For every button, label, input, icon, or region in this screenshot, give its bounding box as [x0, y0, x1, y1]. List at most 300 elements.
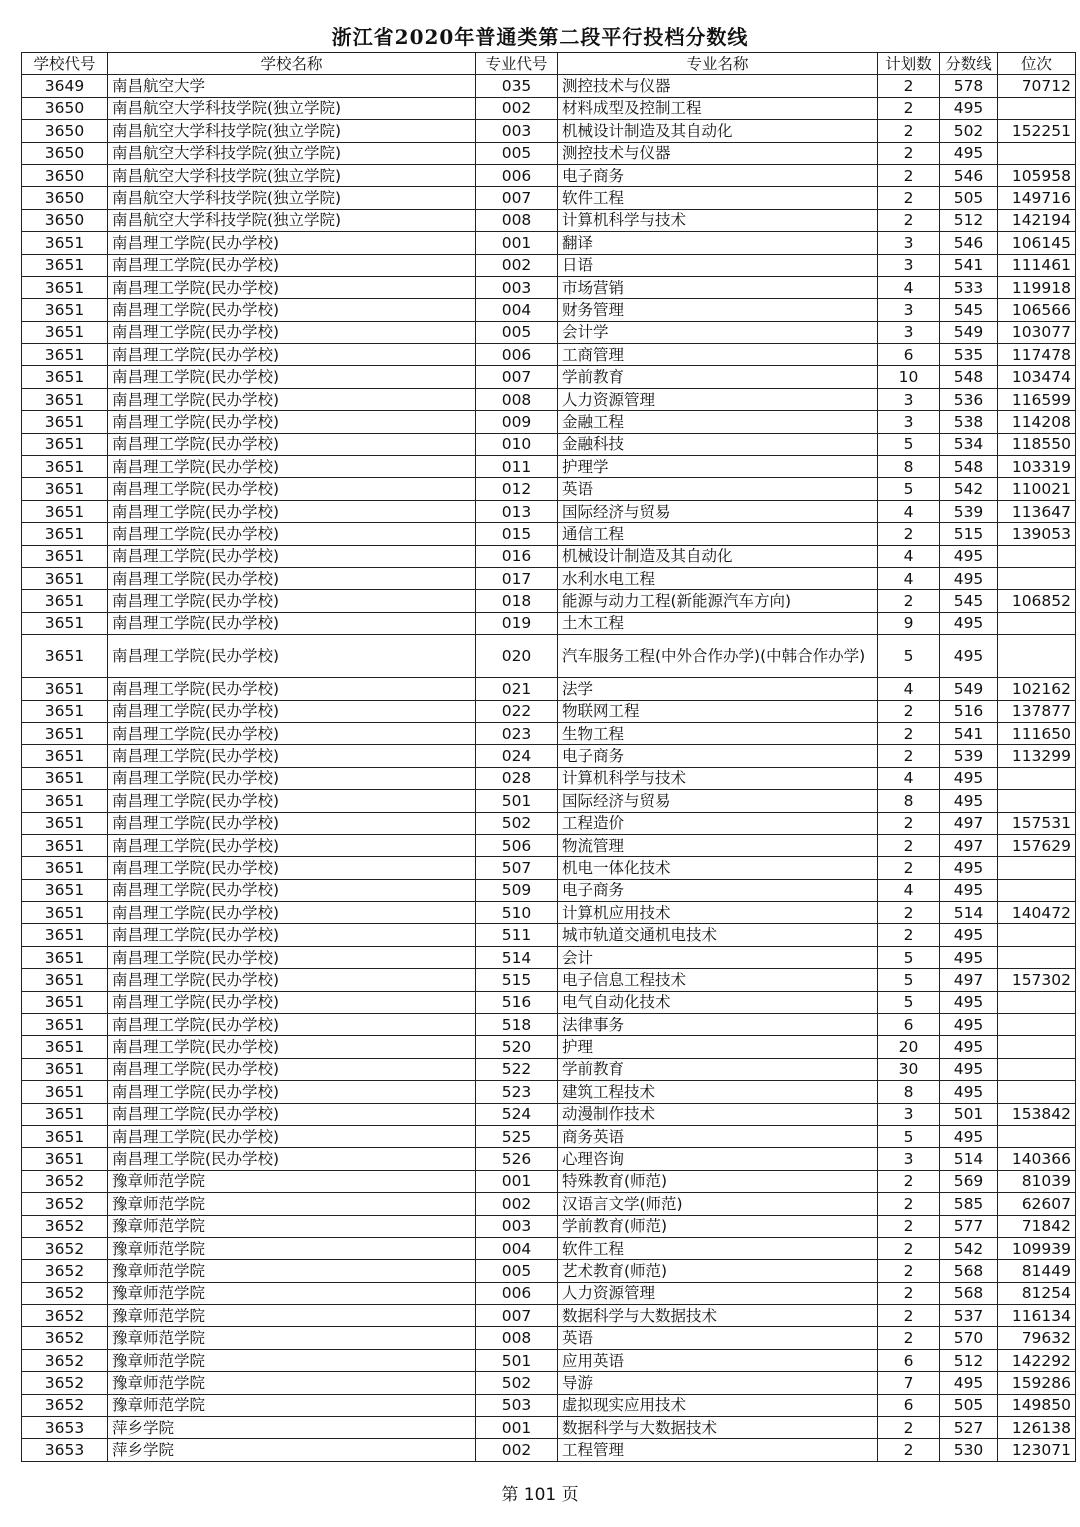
table-row — [22, 567, 1076, 589]
cell-plan-count: 7 — [878, 1372, 940, 1394]
cell-rank — [998, 1125, 1076, 1147]
cell-school-name: 南昌理工学院(民办学校) — [108, 456, 476, 478]
cell-plan-count: 2 — [878, 1327, 940, 1349]
cell-school-name: 南昌理工学院(民办学校) — [108, 969, 476, 991]
cell-plan-count: 3 — [878, 321, 940, 343]
cell-school-name: 南昌理工学院(民办学校) — [108, 411, 476, 433]
header-rank: 位次 — [998, 53, 1076, 75]
cell-school-code: 3651 — [22, 812, 108, 834]
cell-school-code: 3650 — [22, 209, 108, 231]
cell-major-code: 022 — [476, 700, 558, 722]
table-row — [22, 612, 1076, 634]
cell-rank: 119918 — [998, 276, 1076, 298]
cell-major-name: 计算机科学与技术 — [558, 209, 878, 231]
cell-school-name: 南昌理工学院(民办学校) — [108, 1148, 476, 1170]
table-row — [22, 1282, 1076, 1304]
cell-school-code: 3650 — [22, 164, 108, 186]
cell-school-code: 3651 — [22, 902, 108, 924]
cell-major-name: 软件工程 — [558, 1237, 878, 1259]
cell-school-name: 南昌理工学院(民办学校) — [108, 388, 476, 410]
cell-rank — [998, 1036, 1076, 1058]
table-row — [22, 1014, 1076, 1036]
cell-score-line: 548 — [940, 456, 998, 478]
cell-rank: 126138 — [998, 1417, 1076, 1439]
cell-school-name: 豫章师范学院 — [108, 1349, 476, 1371]
cell-plan-count: 8 — [878, 1081, 940, 1103]
table-row — [22, 924, 1076, 946]
cell-score-line: 495 — [940, 946, 998, 968]
cell-school-name: 南昌理工学院(民办学校) — [108, 545, 476, 567]
cell-school-name: 南昌理工学院(民办学校) — [108, 790, 476, 812]
cell-major-code: 019 — [476, 612, 558, 634]
cell-school-name: 豫章师范学院 — [108, 1237, 476, 1259]
cell-major-name: 材料成型及控制工程 — [558, 97, 878, 119]
table-row — [22, 834, 1076, 856]
cell-school-name: 南昌理工学院(民办学校) — [108, 902, 476, 924]
cell-major-code: 008 — [476, 209, 558, 231]
cell-score-line: 495 — [940, 97, 998, 119]
table-row — [22, 299, 1076, 321]
cell-rank — [998, 946, 1076, 968]
cell-rank: 106852 — [998, 590, 1076, 612]
cell-major-name: 会计 — [558, 946, 878, 968]
cell-major-code: 006 — [476, 1282, 558, 1304]
cell-major-name: 工程造价 — [558, 812, 878, 834]
cell-major-code: 506 — [476, 834, 558, 856]
cell-plan-count: 4 — [878, 276, 940, 298]
cell-score-line: 537 — [940, 1305, 998, 1327]
cell-school-name: 南昌理工学院(民办学校) — [108, 344, 476, 366]
cell-plan-count: 2 — [878, 902, 940, 924]
table-row — [22, 790, 1076, 812]
cell-major-name: 艺术教育(师范) — [558, 1260, 878, 1282]
cell-score-line: 495 — [940, 142, 998, 164]
cell-major-code: 003 — [476, 120, 558, 142]
table-row — [22, 209, 1076, 231]
table-row — [22, 590, 1076, 612]
cell-major-name: 法律事务 — [558, 1014, 878, 1036]
cell-school-code: 3651 — [22, 879, 108, 901]
cell-major-name: 会计学 — [558, 321, 878, 343]
cell-major-code: 002 — [476, 1193, 558, 1215]
cell-plan-count: 5 — [878, 991, 940, 1013]
cell-plan-count: 5 — [878, 635, 940, 678]
cell-school-name: 南昌理工学院(民办学校) — [108, 1058, 476, 1080]
cell-major-code: 525 — [476, 1125, 558, 1147]
cell-school-code: 3651 — [22, 1103, 108, 1125]
cell-plan-count: 4 — [878, 678, 940, 700]
cell-score-line: 495 — [940, 924, 998, 946]
header-school-name: 学校名称 — [108, 53, 476, 75]
cell-major-code: 002 — [476, 1439, 558, 1461]
cell-rank: 149716 — [998, 187, 1076, 209]
cell-school-name: 南昌理工学院(民办学校) — [108, 812, 476, 834]
cell-plan-count: 2 — [878, 187, 940, 209]
cell-major-code: 021 — [476, 678, 558, 700]
cell-major-name: 学前教育 — [558, 1058, 878, 1080]
table-row — [22, 1372, 1076, 1394]
cell-score-line: 577 — [940, 1215, 998, 1237]
cell-score-line: 569 — [940, 1170, 998, 1192]
cell-major-code: 012 — [476, 478, 558, 500]
cell-plan-count: 4 — [878, 500, 940, 522]
cell-score-line: 505 — [940, 187, 998, 209]
cell-score-line: 495 — [940, 1081, 998, 1103]
cell-plan-count: 6 — [878, 1394, 940, 1416]
cell-school-name: 南昌理工学院(民办学校) — [108, 767, 476, 789]
header-plan-count: 计划数 — [878, 53, 940, 75]
cell-plan-count: 2 — [878, 1193, 940, 1215]
cell-score-line: 548 — [940, 366, 998, 388]
cell-plan-count: 3 — [878, 299, 940, 321]
cell-major-code: 006 — [476, 344, 558, 366]
cell-major-code: 028 — [476, 767, 558, 789]
cell-major-code: 005 — [476, 1260, 558, 1282]
cell-rank: 71842 — [998, 1215, 1076, 1237]
cell-plan-count: 2 — [878, 924, 940, 946]
cell-major-name: 测控技术与仪器 — [558, 75, 878, 97]
cell-school-code: 3651 — [22, 299, 108, 321]
cell-plan-count: 10 — [878, 366, 940, 388]
cell-school-code: 3649 — [22, 75, 108, 97]
cell-plan-count: 5 — [878, 946, 940, 968]
cell-score-line: 535 — [940, 344, 998, 366]
cell-major-code: 001 — [476, 1417, 558, 1439]
cell-school-name: 南昌理工学院(民办学校) — [108, 232, 476, 254]
cell-school-name: 南昌理工学院(民办学校) — [108, 612, 476, 634]
cell-school-code: 3651 — [22, 478, 108, 500]
cell-score-line: 495 — [940, 790, 998, 812]
cell-plan-count: 3 — [878, 388, 940, 410]
cell-school-code: 3652 — [22, 1237, 108, 1259]
cell-rank: 111650 — [998, 722, 1076, 744]
cell-school-code: 3651 — [22, 991, 108, 1013]
cell-school-name: 南昌理工学院(民办学校) — [108, 1014, 476, 1036]
cell-score-line: 549 — [940, 321, 998, 343]
table-row — [22, 142, 1076, 164]
table-row — [22, 1439, 1076, 1461]
cell-major-code: 007 — [476, 366, 558, 388]
cell-major-code: 524 — [476, 1103, 558, 1125]
cell-score-line: 568 — [940, 1260, 998, 1282]
cell-major-code: 005 — [476, 142, 558, 164]
cell-major-name: 软件工程 — [558, 187, 878, 209]
cell-score-line: 502 — [940, 120, 998, 142]
cell-rank: 140472 — [998, 902, 1076, 924]
cell-score-line: 495 — [940, 1036, 998, 1058]
cell-rank: 157302 — [998, 969, 1076, 991]
cell-major-code: 020 — [476, 635, 558, 678]
cell-school-code: 3651 — [22, 678, 108, 700]
cell-major-code: 526 — [476, 1148, 558, 1170]
cell-major-code: 015 — [476, 523, 558, 545]
cell-major-name: 电子商务 — [558, 879, 878, 901]
cell-school-code: 3652 — [22, 1327, 108, 1349]
cell-major-code: 510 — [476, 902, 558, 924]
cell-major-code: 007 — [476, 1305, 558, 1327]
table-row — [22, 812, 1076, 834]
cell-major-code: 024 — [476, 745, 558, 767]
cell-school-code: 3650 — [22, 97, 108, 119]
cell-school-name: 豫章师范学院 — [108, 1193, 476, 1215]
cell-school-name: 南昌理工学院(民办学校) — [108, 366, 476, 388]
cell-plan-count: 2 — [878, 1170, 940, 1192]
table-row — [22, 75, 1076, 97]
cell-school-code: 3651 — [22, 1081, 108, 1103]
table-row — [22, 478, 1076, 500]
table-row — [22, 902, 1076, 924]
cell-plan-count: 4 — [878, 879, 940, 901]
cell-score-line: 534 — [940, 433, 998, 455]
cell-major-code: 005 — [476, 321, 558, 343]
cell-major-code: 001 — [476, 1170, 558, 1192]
cell-major-name: 英语 — [558, 478, 878, 500]
cell-school-code: 3651 — [22, 1036, 108, 1058]
cell-major-code: 001 — [476, 232, 558, 254]
cell-school-code: 3652 — [22, 1394, 108, 1416]
cell-major-name: 机电一体化技术 — [558, 857, 878, 879]
cell-plan-count: 20 — [878, 1036, 940, 1058]
cell-school-code: 3651 — [22, 612, 108, 634]
cell-major-code: 522 — [476, 1058, 558, 1080]
cell-score-line: 542 — [940, 1237, 998, 1259]
cell-school-name: 南昌理工学院(民办学校) — [108, 879, 476, 901]
cell-plan-count: 5 — [878, 433, 940, 455]
cell-school-code: 3650 — [22, 142, 108, 164]
table-row — [22, 991, 1076, 1013]
score-table — [21, 52, 1076, 1462]
cell-school-code: 3651 — [22, 500, 108, 522]
table-row — [22, 500, 1076, 522]
cell-school-name: 南昌理工学院(民办学校) — [108, 254, 476, 276]
cell-plan-count: 4 — [878, 545, 940, 567]
table-row — [22, 678, 1076, 700]
cell-school-code: 3651 — [22, 1058, 108, 1080]
table-row — [22, 232, 1076, 254]
cell-school-code: 3651 — [22, 567, 108, 589]
cell-plan-count: 8 — [878, 456, 940, 478]
cell-school-name: 南昌理工学院(民办学校) — [108, 635, 476, 678]
table-row — [22, 1215, 1076, 1237]
cell-school-code: 3651 — [22, 834, 108, 856]
cell-school-name: 南昌理工学院(民办学校) — [108, 834, 476, 856]
table-row — [22, 187, 1076, 209]
cell-major-code: 008 — [476, 1327, 558, 1349]
cell-school-code: 3652 — [22, 1260, 108, 1282]
cell-school-name: 南昌理工学院(民办学校) — [108, 722, 476, 744]
cell-school-code: 3651 — [22, 1014, 108, 1036]
cell-school-code: 3651 — [22, 924, 108, 946]
cell-school-name: 南昌航空大学科技学院(独立学院) — [108, 164, 476, 186]
cell-score-line: 545 — [940, 299, 998, 321]
cell-plan-count: 2 — [878, 722, 940, 744]
cell-plan-count: 2 — [878, 142, 940, 164]
cell-major-name: 日语 — [558, 254, 878, 276]
cell-plan-count: 2 — [878, 812, 940, 834]
table-row — [22, 1260, 1076, 1282]
cell-rank: 110021 — [998, 478, 1076, 500]
cell-major-name: 测控技术与仪器 — [558, 142, 878, 164]
cell-school-name: 萍乡学院 — [108, 1439, 476, 1461]
cell-plan-count: 3 — [878, 1148, 940, 1170]
cell-school-code: 3652 — [22, 1215, 108, 1237]
cell-major-code: 501 — [476, 790, 558, 812]
cell-plan-count: 6 — [878, 344, 940, 366]
cell-rank: 116599 — [998, 388, 1076, 410]
cell-school-code: 3651 — [22, 411, 108, 433]
cell-school-name: 南昌理工学院(民办学校) — [108, 857, 476, 879]
cell-score-line: 516 — [940, 700, 998, 722]
cell-school-name: 南昌理工学院(民办学校) — [108, 567, 476, 589]
cell-school-name: 南昌理工学院(民办学校) — [108, 1036, 476, 1058]
table-row — [22, 1170, 1076, 1192]
table-row — [22, 1125, 1076, 1147]
cell-plan-count: 2 — [878, 1215, 940, 1237]
cell-plan-count: 2 — [878, 1439, 940, 1461]
cell-plan-count: 2 — [878, 857, 940, 879]
cell-school-code: 3651 — [22, 767, 108, 789]
cell-major-code: 003 — [476, 1215, 558, 1237]
cell-major-code: 502 — [476, 1372, 558, 1394]
table-row — [22, 456, 1076, 478]
cell-major-name: 商务英语 — [558, 1125, 878, 1147]
cell-rank: 111461 — [998, 254, 1076, 276]
cell-major-code: 035 — [476, 75, 558, 97]
cell-school-name: 南昌理工学院(民办学校) — [108, 678, 476, 700]
cell-major-code: 509 — [476, 879, 558, 901]
cell-school-name: 南昌理工学院(民办学校) — [108, 700, 476, 722]
cell-rank: 62607 — [998, 1193, 1076, 1215]
cell-plan-count: 5 — [878, 478, 940, 500]
cell-school-name: 萍乡学院 — [108, 1417, 476, 1439]
cell-score-line: 545 — [940, 590, 998, 612]
cell-plan-count: 2 — [878, 164, 940, 186]
cell-major-name: 金融工程 — [558, 411, 878, 433]
table-row — [22, 276, 1076, 298]
cell-major-name: 学前教育 — [558, 366, 878, 388]
table-row — [22, 254, 1076, 276]
cell-school-code: 3651 — [22, 722, 108, 744]
cell-rank: 81039 — [998, 1170, 1076, 1192]
cell-plan-count: 6 — [878, 1014, 940, 1036]
cell-plan-count: 3 — [878, 411, 940, 433]
cell-rank — [998, 767, 1076, 789]
table-body — [22, 75, 1076, 1461]
cell-rank — [998, 857, 1076, 879]
cell-major-code: 013 — [476, 500, 558, 522]
cell-rank: 103474 — [998, 366, 1076, 388]
cell-score-line: 497 — [940, 969, 998, 991]
cell-major-code: 520 — [476, 1036, 558, 1058]
cell-major-name: 能源与动力工程(新能源汽车方向) — [558, 590, 878, 612]
cell-rank: 116134 — [998, 1305, 1076, 1327]
cell-major-name: 护理 — [558, 1036, 878, 1058]
cell-major-name: 心理咨询 — [558, 1148, 878, 1170]
cell-major-name: 导游 — [558, 1372, 878, 1394]
cell-major-name: 法学 — [558, 678, 878, 700]
cell-score-line: 536 — [940, 388, 998, 410]
cell-school-name: 南昌理工学院(民办学校) — [108, 276, 476, 298]
cell-major-name: 生物工程 — [558, 722, 878, 744]
cell-school-code: 3652 — [22, 1193, 108, 1215]
cell-major-name: 数据科学与大数据技术 — [558, 1305, 878, 1327]
cell-rank — [998, 1058, 1076, 1080]
cell-score-line: 495 — [940, 612, 998, 634]
cell-score-line: 514 — [940, 1148, 998, 1170]
cell-rank — [998, 790, 1076, 812]
cell-major-code: 501 — [476, 1349, 558, 1371]
cell-score-line: 495 — [940, 1014, 998, 1036]
cell-school-name: 南昌航空大学科技学院(独立学院) — [108, 187, 476, 209]
table-row — [22, 857, 1076, 879]
cell-school-name: 南昌理工学院(民办学校) — [108, 946, 476, 968]
cell-score-line: 495 — [940, 567, 998, 589]
cell-school-code: 3651 — [22, 433, 108, 455]
table-row — [22, 1417, 1076, 1439]
cell-rank — [998, 1081, 1076, 1103]
cell-score-line: 495 — [940, 545, 998, 567]
cell-school-code: 3651 — [22, 790, 108, 812]
cell-major-code: 008 — [476, 388, 558, 410]
cell-rank: 105958 — [998, 164, 1076, 186]
cell-school-name: 豫章师范学院 — [108, 1305, 476, 1327]
table-row — [22, 344, 1076, 366]
cell-plan-count: 2 — [878, 1417, 940, 1439]
cell-major-name: 护理学 — [558, 456, 878, 478]
cell-plan-count: 2 — [878, 1237, 940, 1259]
cell-school-code: 3652 — [22, 1349, 108, 1371]
cell-rank: 139053 — [998, 523, 1076, 545]
cell-school-code: 3652 — [22, 1282, 108, 1304]
cell-school-code: 3650 — [22, 120, 108, 142]
cell-major-name: 水利水电工程 — [558, 567, 878, 589]
header-school-code: 学校代号 — [22, 53, 108, 75]
cell-major-name: 人力资源管理 — [558, 1282, 878, 1304]
cell-major-name: 电子商务 — [558, 164, 878, 186]
cell-school-name: 南昌理工学院(民办学校) — [108, 321, 476, 343]
header-major-name: 专业名称 — [558, 53, 878, 75]
cell-major-name: 机械设计制造及其自动化 — [558, 120, 878, 142]
cell-major-name: 电子信息工程技术 — [558, 969, 878, 991]
cell-major-name: 电气自动化技术 — [558, 991, 878, 1013]
cell-school-name: 豫章师范学院 — [108, 1394, 476, 1416]
cell-major-code: 009 — [476, 411, 558, 433]
table-row — [22, 722, 1076, 744]
cell-rank — [998, 879, 1076, 901]
table-row — [22, 1058, 1076, 1080]
cell-score-line: 538 — [940, 411, 998, 433]
cell-major-name: 计算机应用技术 — [558, 902, 878, 924]
table-row — [22, 1349, 1076, 1371]
cell-score-line: 541 — [940, 254, 998, 276]
cell-plan-count: 2 — [878, 209, 940, 231]
cell-score-line: 539 — [940, 500, 998, 522]
cell-score-line: 495 — [940, 857, 998, 879]
cell-rank: 109939 — [998, 1237, 1076, 1259]
cell-major-name: 机械设计制造及其自动化 — [558, 545, 878, 567]
cell-rank — [998, 97, 1076, 119]
cell-rank: 113299 — [998, 745, 1076, 767]
cell-score-line: 539 — [940, 745, 998, 767]
cell-major-code: 516 — [476, 991, 558, 1013]
cell-rank — [998, 567, 1076, 589]
cell-score-line: 570 — [940, 1327, 998, 1349]
cell-score-line: 495 — [940, 635, 998, 678]
table-row — [22, 545, 1076, 567]
cell-plan-count: 8 — [878, 790, 940, 812]
cell-plan-count: 30 — [878, 1058, 940, 1080]
cell-major-name: 汽车服务工程(中外合作办学)(中韩合作办学) — [558, 635, 878, 678]
